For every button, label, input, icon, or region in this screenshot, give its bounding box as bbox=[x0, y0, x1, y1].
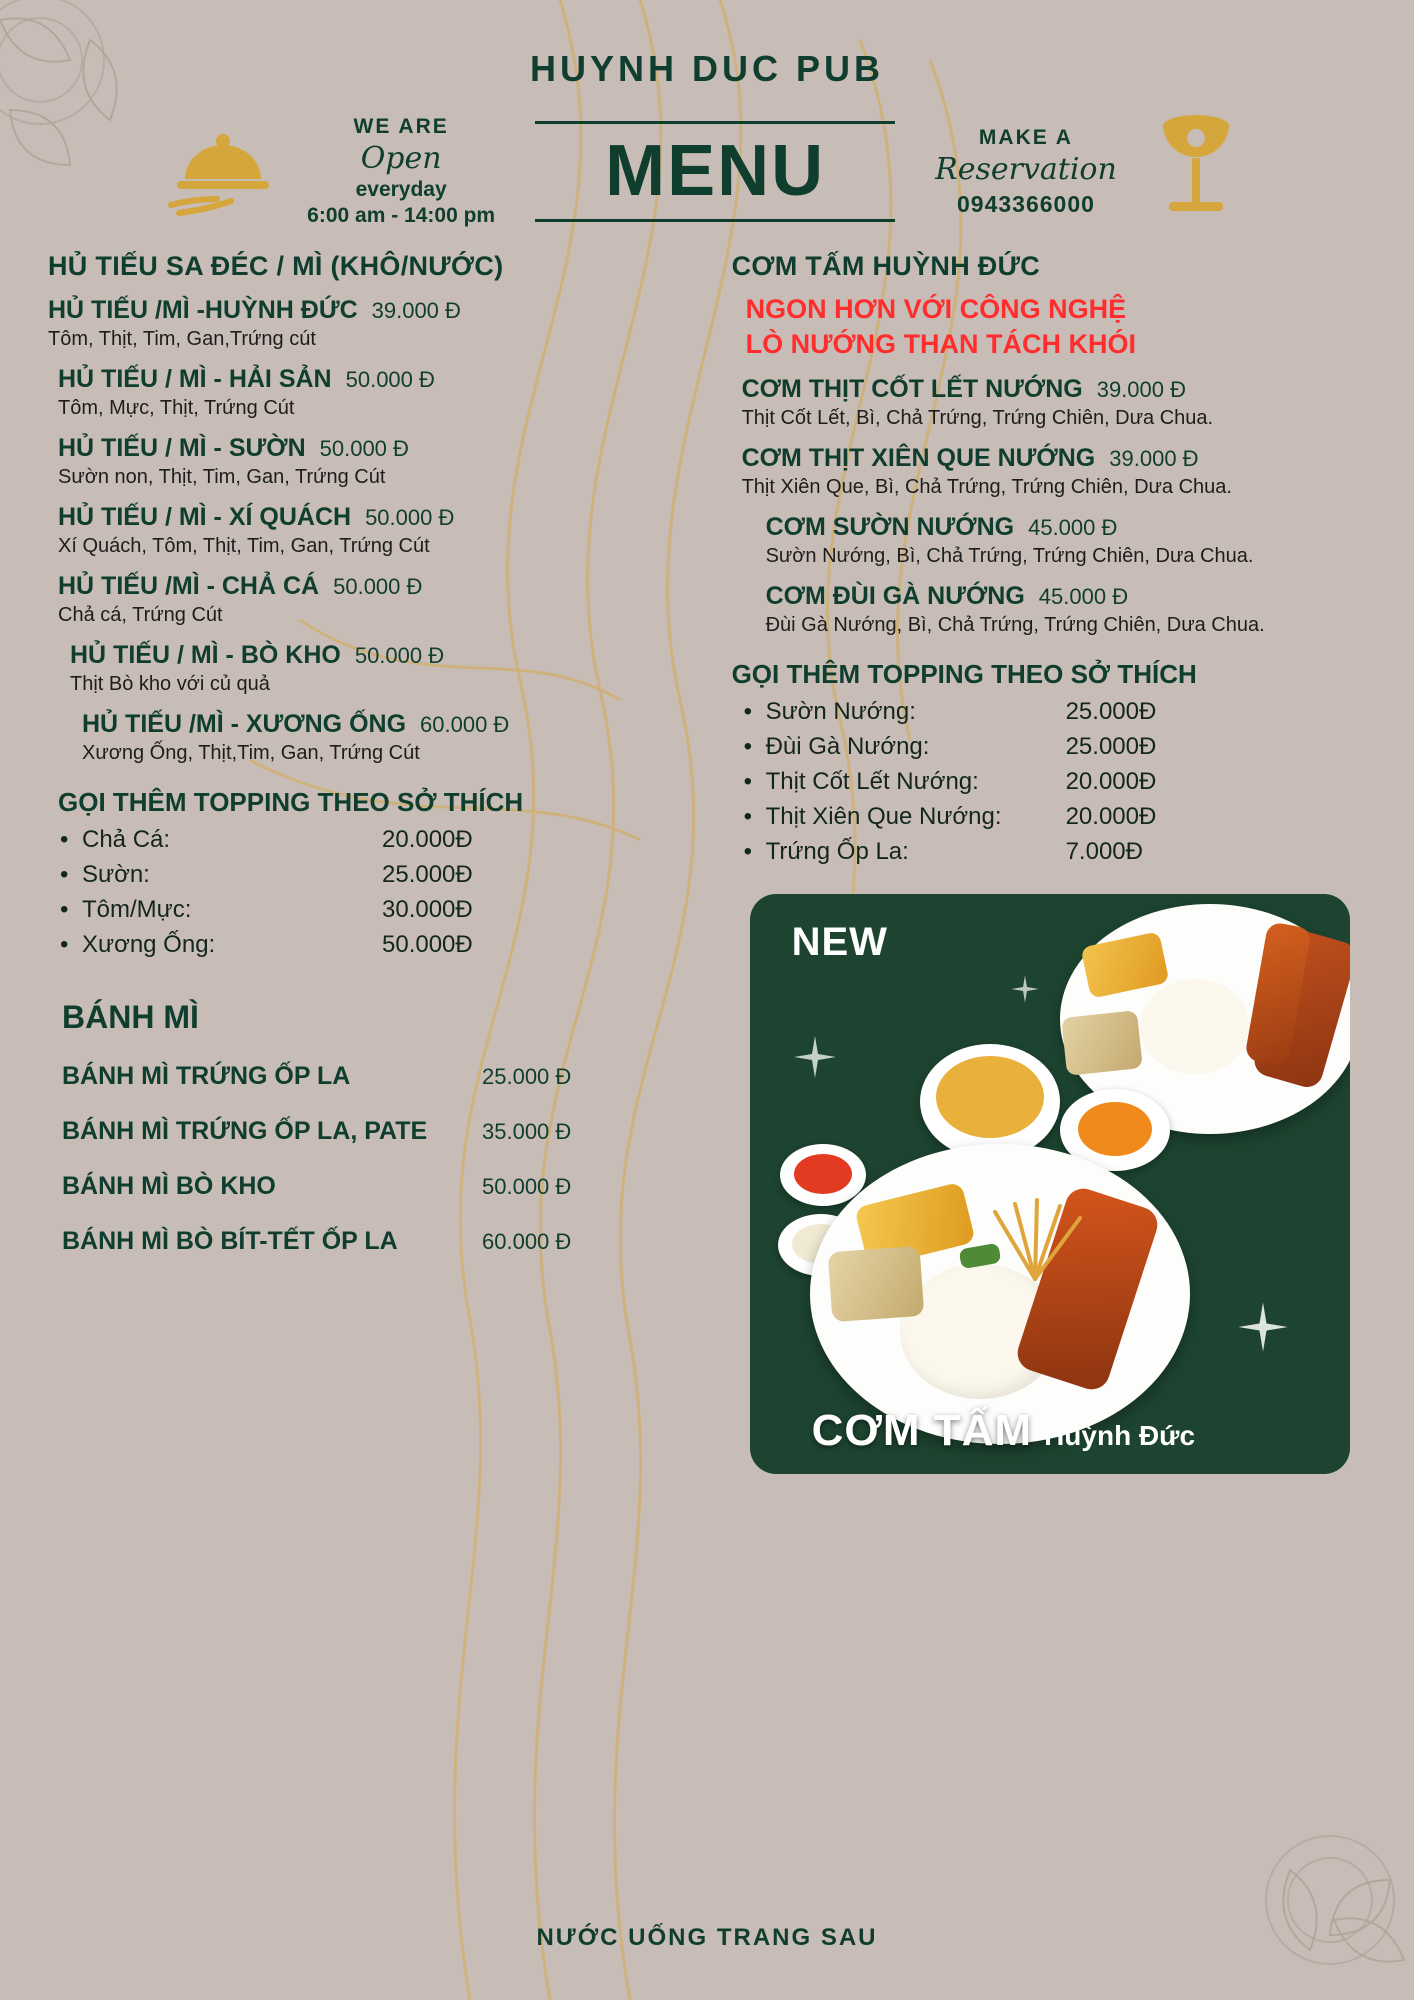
menu-item bbox=[48, 1117, 722, 1146]
card-caption bbox=[812, 1406, 1195, 1456]
item-desc: Đùi Gà Nướng, Bì, Chả Trứng, Trứng Chiên, Dưa Chua. bbox=[765, 614, 1265, 637]
item-name: BÁNH MÌ BÒ BÍT-TẾT ỐP LA bbox=[62, 1227, 398, 1255]
menu-item bbox=[48, 503, 722, 558]
topping-name: • Thịt Xiên Que Nướng: bbox=[765, 803, 1002, 831]
menu-item bbox=[48, 1227, 722, 1256]
footer-note: NƯỚC UỐNG TRANG SAU bbox=[536, 1924, 878, 1951]
card-caption-main: CƠM TẤM bbox=[811, 1406, 1033, 1456]
menu-item bbox=[48, 296, 722, 351]
item-name: HỦ TIẾU / MÌ - XÍ QUÁCH bbox=[58, 503, 352, 531]
topping-name: • Thịt Cốt Lết Nướng: bbox=[765, 768, 979, 796]
soup-liquid bbox=[936, 1056, 1044, 1138]
item-name: CƠM ĐÙI GÀ NƯỚNG bbox=[765, 582, 1025, 611]
topping-list-right bbox=[732, 698, 1374, 866]
reservation-phone[interactable]: 0943366000 bbox=[957, 190, 1095, 217]
fried-garnish bbox=[975, 1194, 1095, 1284]
menu-item bbox=[48, 641, 722, 696]
item-price: 39.000 Đ bbox=[1109, 446, 1199, 472]
item-desc: Tôm, Mực, Thịt, Trứng Cút bbox=[58, 397, 295, 419]
topping-price: 25.000Đ bbox=[382, 861, 473, 888]
item-price: 60.000 Đ bbox=[420, 712, 510, 737]
item-price: 35.000 Đ bbox=[482, 1119, 572, 1144]
item-desc: Thịt Xiên Que, Bì, Chả Trứng, Trứng Chiên, Dưa Chua. bbox=[741, 476, 1232, 499]
topping-name: • Tôm/Mực: bbox=[82, 896, 192, 923]
sparkle-icon bbox=[1236, 1300, 1290, 1354]
section-title-comtam: CƠM TẤM HUỲNH ĐỨC bbox=[731, 251, 1041, 281]
topping-price: 25.000Đ bbox=[1065, 733, 1157, 761]
menu-item bbox=[48, 572, 722, 627]
topping-price: 7.000Đ bbox=[1065, 838, 1143, 866]
menu-item bbox=[732, 444, 1374, 499]
page-title: HUYNH DUC PUB bbox=[529, 48, 884, 89]
menu-heading-block bbox=[519, 121, 911, 222]
item-name: HỦ TIẾU /MÌ - XƯƠNG ỐNG bbox=[82, 710, 407, 738]
list-item bbox=[48, 896, 722, 924]
list-item bbox=[732, 698, 1374, 726]
menu-rule-bottom bbox=[535, 219, 895, 222]
item-name: BÁNH MÌ TRỨNG ỐP LA bbox=[62, 1062, 351, 1090]
opening-hours-value: 6:00 am - 14:00 pm bbox=[307, 204, 496, 227]
promo-line-1: NGON HƠN VỚI CÔNG NGHỆ bbox=[745, 294, 1127, 324]
topping-name: • Chả Cá: bbox=[82, 826, 171, 853]
topping-name: • Sườn Nướng: bbox=[765, 698, 916, 726]
item-name: HỦ TIẾU /MÌ - CHẢ CÁ bbox=[58, 572, 320, 600]
sparkle-icon bbox=[792, 1034, 838, 1080]
item-price: 45.000 Đ bbox=[1038, 584, 1129, 610]
new-badge: NEW bbox=[791, 920, 888, 965]
column-right bbox=[732, 251, 1374, 1474]
menu-item bbox=[732, 375, 1374, 430]
item-price: 45.000 Đ bbox=[1028, 515, 1118, 541]
list-item bbox=[48, 931, 722, 959]
list-item bbox=[48, 861, 722, 889]
item-desc: Xí Quách, Tôm, Thịt, Tim, Gan, Trứng Cút bbox=[58, 535, 430, 557]
item-price: 60.000 Đ bbox=[482, 1229, 572, 1254]
menu-item bbox=[732, 582, 1374, 637]
wine-glass-icon bbox=[1141, 114, 1251, 229]
item-name: BÁNH MÌ BÒ KHO bbox=[62, 1172, 276, 1200]
menu-word: MENU bbox=[605, 131, 826, 212]
pork-skin-portion bbox=[1061, 1010, 1143, 1076]
topping-title-right: GỌI THÊM TOPPING THEO SỞ THÍCH bbox=[731, 659, 1197, 690]
menu-item bbox=[48, 365, 722, 420]
reservation-block bbox=[935, 126, 1117, 218]
item-desc: Sườn Nướng, Bì, Chả Trứng, Trứng Chiên, Dưa Chua. bbox=[765, 545, 1254, 568]
item-name: BÁNH MÌ TRỨNG ỐP LA, PATE bbox=[62, 1117, 428, 1145]
chili-sauce bbox=[794, 1154, 852, 1194]
item-name: HỦ TIẾU / MÌ - HẢI SẢN bbox=[58, 365, 332, 393]
section-title-hutieu: HỦ TIẾU SA ĐÉC / MÌ (KHÔ/NƯỚC) bbox=[48, 251, 504, 281]
column-left bbox=[40, 251, 722, 1474]
item-name: CƠM THỊT XIÊN QUE NƯỚNG bbox=[741, 444, 1096, 473]
menu-columns bbox=[40, 251, 1374, 1474]
topping-list-left bbox=[48, 826, 722, 959]
card-caption-sub: Huỳnh Đức bbox=[1044, 1420, 1196, 1452]
header-row bbox=[40, 114, 1374, 229]
item-desc: Tôm, Thịt, Tim, Gan,Trứng cút bbox=[48, 328, 316, 350]
list-item bbox=[48, 826, 722, 854]
item-desc: Sườn non, Thịt, Tim, Gan, Trứng Cút bbox=[58, 466, 386, 488]
open-script-label: Open bbox=[360, 141, 442, 176]
item-price: 50.000 Đ bbox=[354, 643, 445, 668]
topping-price: 20.000Đ bbox=[1065, 768, 1157, 796]
menu-item bbox=[48, 434, 722, 489]
topping-price: 30.000Đ bbox=[382, 896, 473, 923]
item-price: 50.000 Đ bbox=[482, 1174, 572, 1199]
topping-price: 25.000Đ bbox=[1065, 698, 1157, 726]
topping-title-left: GỌI THÊM TOPPING THEO SỞ THÍCH bbox=[58, 787, 524, 817]
item-price: 50.000 Đ bbox=[365, 505, 455, 530]
promo-banner bbox=[732, 292, 1374, 361]
menu-item bbox=[732, 513, 1374, 568]
rice-portion bbox=[1140, 979, 1250, 1074]
topping-price: 20.000Đ bbox=[382, 826, 473, 853]
sparkle-icon bbox=[1010, 974, 1040, 1004]
featured-dish-card bbox=[750, 894, 1350, 1474]
reservation-script-label: Reservation bbox=[935, 151, 1117, 187]
list-item bbox=[732, 768, 1374, 796]
item-desc: Xương Ống, Thịt,Tim, Gan, Trứng Cút bbox=[82, 742, 420, 764]
item-name: HỦ TIẾU / MÌ - BÒ KHO bbox=[70, 641, 341, 669]
promo-line-2: LÒ NƯỚNG THAN TÁCH KHÓI bbox=[745, 328, 1136, 359]
topping-name: • Sườn: bbox=[82, 861, 150, 888]
item-price: 25.000 Đ bbox=[482, 1064, 572, 1089]
menu-item bbox=[48, 1062, 722, 1091]
cloche-icon bbox=[163, 121, 283, 222]
item-price: 39.000 Đ bbox=[1096, 377, 1187, 403]
item-price: 50.000 Đ bbox=[345, 367, 435, 392]
menu-rule-top bbox=[535, 121, 895, 124]
item-price: 39.000 Đ bbox=[371, 298, 461, 323]
item-name: HỦ TIẾU / MÌ - SƯỜN bbox=[58, 434, 306, 462]
fish-sauce bbox=[1078, 1102, 1152, 1156]
section-title-banhmi: BÁNH MÌ bbox=[62, 999, 199, 1035]
topping-name: • Đùi Gà Nướng: bbox=[765, 733, 930, 761]
topping-name: • Trứng Ốp La: bbox=[765, 838, 909, 866]
make-a-label: MAKE A bbox=[978, 125, 1073, 149]
menu-item bbox=[48, 710, 722, 765]
item-price: 50.000 Đ bbox=[319, 436, 409, 461]
we-are-label: WE ARE bbox=[353, 115, 449, 138]
topping-price: 20.000Đ bbox=[1065, 803, 1157, 831]
everyday-label: everyday bbox=[355, 178, 447, 201]
item-desc: Chả cá, Trứng Cút bbox=[58, 604, 223, 626]
item-name: CƠM SƯỜN NƯỚNG bbox=[765, 513, 1015, 542]
item-price: 50.000 Đ bbox=[333, 574, 423, 599]
topping-price: 50.000Đ bbox=[382, 931, 473, 958]
topping-name: • Xương Ống: bbox=[82, 931, 216, 958]
list-item bbox=[732, 803, 1374, 831]
pork-skin-portion bbox=[827, 1246, 924, 1322]
item-desc: Thịt Cốt Lết, Bì, Chả Trứng, Trứng Chiên, Dưa Chua. bbox=[741, 407, 1214, 430]
list-item bbox=[732, 838, 1374, 866]
item-name: HỦ TIẾU /MÌ -HUỲNH ĐỨC bbox=[48, 296, 358, 324]
item-name: CƠM THỊT CỐT LẾT NƯỚNG bbox=[741, 375, 1083, 404]
item-desc: Thịt Bò kho với củ quả bbox=[70, 673, 270, 695]
menu-item bbox=[48, 1172, 722, 1201]
list-item bbox=[732, 733, 1374, 761]
opening-hours-block bbox=[307, 115, 495, 228]
